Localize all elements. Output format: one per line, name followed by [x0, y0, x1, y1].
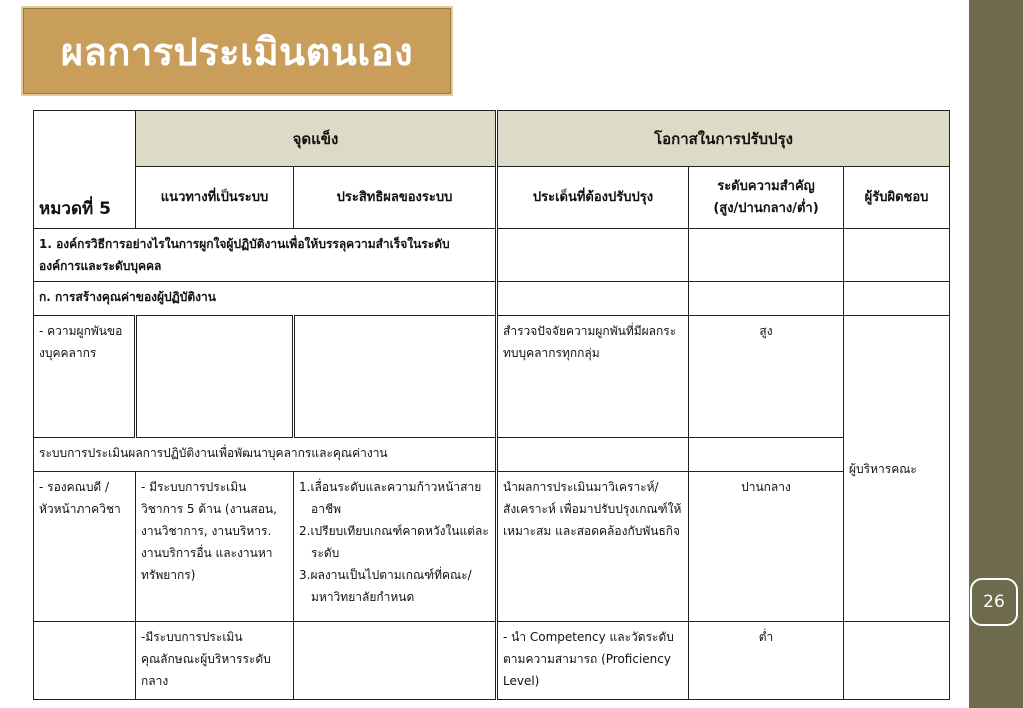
effectiveness-item: 1.เลื่อนระดับและความก้าวหน้าสายอาชีพ — [299, 480, 482, 516]
col-issues-header: ประเด็นที่ต้องปรับปรุง — [497, 167, 689, 229]
empty-cell — [497, 282, 689, 316]
row2-effectiveness — [294, 472, 497, 622]
row2-priority: ปานกลาง — [689, 472, 844, 622]
category-label: หมวดที่ 5 — [34, 111, 136, 229]
empty-cell — [689, 282, 844, 316]
col-priority-header — [689, 167, 844, 229]
row1-priority: สูง — [689, 316, 844, 438]
empty-cell — [294, 316, 497, 438]
empty-cell — [844, 282, 950, 316]
effectiveness-item: 2.เปรียบเทียบเกณฑ์คาดหวังในแต่ละระดับ — [299, 524, 489, 560]
empty-cell — [689, 229, 844, 282]
row1-label: - ความผูกพันของบุคคลากร — [34, 316, 136, 438]
page-number-badge: 26 — [970, 578, 1018, 626]
opportunities-header: โอกาสในการปรับปรุง — [497, 111, 950, 167]
empty-cell — [844, 622, 950, 700]
page-title: ผลการประเมินตนเอง — [60, 29, 414, 74]
responsible-cell: ผู้บริหารคณะ — [844, 316, 950, 622]
empty-cell — [689, 438, 844, 472]
row2-label: - รองคณบดี / หัวหน้าภาควิชา — [34, 472, 136, 622]
row2-systematic: - มีระบบการประเมินวิชาการ 5 ด้าน (งานสอน, งานวิชาการ, งานบริหาร. งานบริการอื่น และงานหาทรัพยากร) — [136, 472, 294, 622]
empty-cell — [844, 229, 950, 282]
col-effectiveness-header: ประสิทธิผลของระบบ — [294, 167, 497, 229]
strengths-header: จุดแข็ง — [136, 111, 497, 167]
effectiveness-item: 3.ผลงานเป็นไปตามเกณฑ์ที่คณะ/มหาวิทยาลัยกำหนด — [299, 568, 472, 604]
col-responsible-header: ผู้รับผิดชอบ — [844, 167, 950, 229]
col-priority-line1: ระดับความสำคัญ — [717, 178, 815, 194]
section-a-label: ก. การสร้างคุณค่าของผู้ปฏิบัติงาน — [34, 282, 497, 316]
row3-priority: ต่ำ — [689, 622, 844, 700]
empty-cell — [497, 438, 689, 472]
self-assessment-table — [33, 110, 950, 700]
row1-issue: สำรวจปัจจัยความผูกพันที่มีผลกระทบบุคลากรทุกกลุ่ม — [497, 316, 689, 438]
title-banner — [21, 6, 453, 96]
row2-issue: นำผลการประเมินมาวิเคราะห์/สังเคราะห์ เพื่อมาปรับปรุงเกณฑ์ให้เหมาะสม และสอดคล้องกับพันธกิจ — [497, 472, 689, 622]
question-text: 1. องค์กรวิธีการอย่างไรในการผูกใจผู้ปฏิบัติงานเพื่อให้บรรลุความสำเร็จในระดับองค์การและระดับบุคคล — [34, 229, 497, 282]
row3-issue: - นำ Competency และวัดระดับตามความสามารถ (Proficiency Level) — [497, 622, 689, 700]
col-systematic-header: แนวทางที่เป็นระบบ — [136, 167, 294, 229]
empty-cell — [136, 316, 294, 438]
empty-cell — [34, 622, 136, 700]
row3-systematic: -มีระบบการประเมินคุณลักษณะผู้บริหารระดับกลาง — [136, 622, 294, 700]
empty-cell — [497, 229, 689, 282]
empty-cell — [294, 622, 497, 700]
col-priority-line2: (สูง/ปานกลาง/ต่ำ) — [713, 200, 819, 216]
subsection-label: ระบบการประเมินผลการปฏิบัติงานเพื่อพัฒนาบุคลากรและคุณค่างาน — [34, 438, 497, 472]
